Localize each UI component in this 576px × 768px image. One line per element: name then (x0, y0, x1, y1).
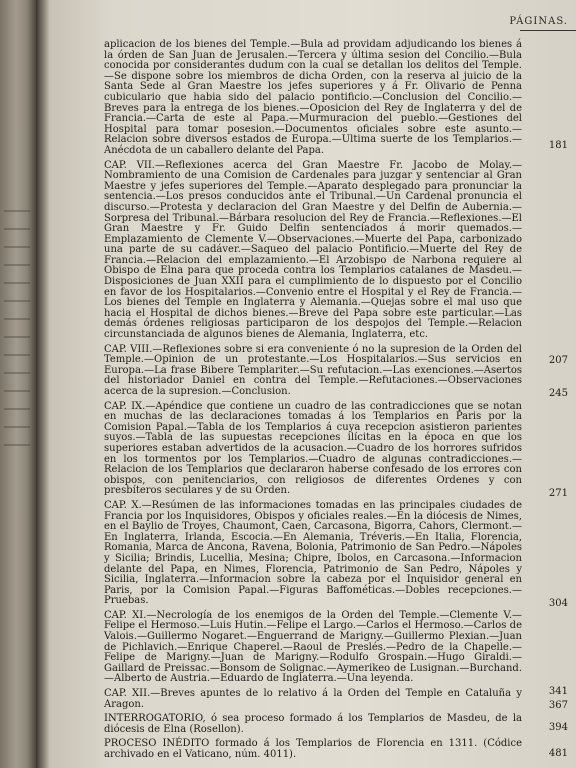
page-number: 367 (548, 700, 568, 711)
toc-entry: CAP. XI.—Necrología de los enemigos de la Orden del Temple.—Clemente V.—Felipe el Hermoso.—Luis Hutin.—Felipe el Largo.—Carlos el Hermoso.—Carlos de Valois.—Guillermo Nogaret.—Enguerrand de Marigny.—Guillermo Plexian.—Juan de Pichlavich.—Enrique Chaperel.—Raoul de Preslés.—Pedro de la Chapelle.—Felipe de Marigny.—Juan de Marigny.—Rodulfo Grospain.—Hugo Giraldi.—Gaillard de Preissac.—Bonsom de Solignac.—Aymerikeo de Lusignan.—Burchand.—Alberto de Austria.—Eduardo de Inglaterra.—Una leyenda. (104, 609, 522, 685)
toc-entry: CAP. VIII.—Reflexiones sobre si era conveniente ó no la supresion de la Orden del Temple.—Opinion de un protestante.—Los Hospitalarios.—Sus servicios en Europa.—La frase Bibere Templariter.—Su refutacion.—Las exenciones.—Asertos del historiador Daniel en contra del Temple.—Refutaciones.—Observaciones acerca de la supresion.—Conclusion. (104, 343, 522, 397)
toc-entry: PROCESO INÉDITO formado á los Templarios de Florencia en 1311. (Códice archivado en el Vaticano, núm. 4011). (104, 738, 522, 760)
page-number: 181 (548, 140, 568, 151)
toc-entry: CAP. IX.—Apéndice que contiene un cuadro de las contradicciones que se notan en muchas de las declaraciones tomadas á los Templarios en Paris por la Comision Papal.—Tabla de los Templarios á cuya recepcion asistieron parientes suyos.—Tabla de las supuestas recepciones ilícitas en la época en que los superiores estaban advertidos de la acusacion.—Cuadro de los horrores sufridos en los tormentos por los Templarios.—Cuadro de algunas contradicciones.—Relacion de los Templarios que declararon haberse confesado de los errores con obispos, con penitenciarios, con religiosos de diferentes Ordenes y con presbíteros seculares y de su Orden. (104, 400, 522, 497)
page-number: 304 (548, 598, 568, 609)
left-page-edge (0, 0, 36, 768)
toc-entry: INTERROGATORIO, ó sea proceso formado á los Templarios de Masdeu, de la diócesis de Elna (Rosellon). (104, 713, 522, 735)
toc-entry: CAP. VII.—Reflexiones acerca del Gran Maestre Fr. Jacobo de Molay.—Nombramiento de una Comision de Cardenales para juzgar y sentenciar al Gran Maestre y jefes superiores del Temple.—Aparato desplegado para pronunciar la sentencia.—Los presos conducidos ante el Tribunal.—Un Cardenal pronuncia el discurso.—Protesta y declaracion del Gran Maestre y del Delfin de Aubernia.—Sorpresa del Tribunal.—Bárbara resolucion del Rey de Francia.—Reflexiones.—El Gran Maestre y Fr. Guido Delfin sentenciados á morir quemados.—Emplazamiento de Clemente V.—Observaciones.—Muerte del Papa, carbonizado una parte de su cadáver.—Saqueo del palacio Pontificio.—Muerte del Rey de Francia.—Relacion del emplazamiento.—El Arzobispo de Narbona requiere al Obispo de Elna para que proceda contra los Templarios catalanes de Masdeu.—Disposiciones de Juan XXII para el cumplimiento de lo dispuesto por el Concilio en favor de los Hospitalarios.—Convenio entre el Hospital y el Rey de Francia.—Los bienes del Temple en Inglaterra y Alemania.—Quejas sobre el mal uso que hacia el Hospital de dichos bienes.—Breve del Papa sobre este particular.—Las demás órdenes religiosas participaron de los despojos del Temple.—Relacion circunstanciada de algunos bienes de Alemania, Inglaterra, etc. (104, 159, 522, 341)
toc-entry: aplicacion de los bienes del Temple.—Bula ad providam adjudicando los bienes á la órden de San Juan de Jerusalen.—Tercera y última sesion del Concilio.—Bula conocida por considerantes dudum con la cual se detallan los delitos del Temple.—Se dispone sobre los miembros de dicha Orden, con la reserva al juicio de la Santa Sede al Gran Maestre los jefes superiores y á Fr. Olivario de Penna cubiculario que habia sido del palacio pontificio.—Conclusion del Concilio.—Breves para la entrega de los bienes.—Oposicion del Rey de Inglaterra y del de Francia.—Carta de este al Papa.—Murmuracion del pueblo.—Gestiones del Hospital para tomar posesion.—Documentos oficiales sobre este asunto.—Relacion sobre diversos estados de Europa.—Ultima suerte de los Templarios.—Anécdota de un caballero delante del Papa. (104, 39, 522, 156)
toc-entry: CAP. XII.—Breves apuntes de lo relativo á la Orden del Temple en Cataluña y Aragon. (104, 688, 522, 710)
book-page (50, 0, 576, 768)
page-number: 394 (548, 722, 568, 733)
page-number: 207 (548, 355, 568, 366)
table-of-contents (104, 40, 522, 765)
page-number: 341 (548, 686, 568, 697)
page-header: PÁGINAS. (509, 16, 568, 27)
page-number-column (520, 0, 576, 768)
page-number: 481 (548, 748, 568, 759)
book-gutter (36, 0, 50, 768)
page-number: 271 (548, 488, 568, 499)
page-number: 245 (548, 388, 568, 399)
toc-entry: CAP. X.—Resúmen de las informaciones tomadas en las principales ciudades de Francia por los Inquisidores, Obispos y oficiales reales.—En la diócesis de Nimes, en el Baylio de Troyes, Chaumont, Caen, Carcasona, Bigorra, Cahors, Clermont.—En Inglaterra, Irlanda, Escocia.—En Alemania, Tréveris.—En Italia, Florencia, Romania, Marca de Ancona, Ravena, Bolonia, Patrimonio de San Pedro.—Nápoles y Sicilia; Brindis, Lucellia, Mesina; Chipre, Ibolos, en Carcasona.—Informacion delante del Papa, en Nimes, Florencia, Patrimonio de San Pedro, Nápoles y Sicilia, Inglaterra.—Informacion sobre la cabeza por el Inquisidor general en Paris, por la Comision Papal.—Figuras Baffométicas.—Dobles recepciones.—Pruebas. (104, 499, 522, 607)
